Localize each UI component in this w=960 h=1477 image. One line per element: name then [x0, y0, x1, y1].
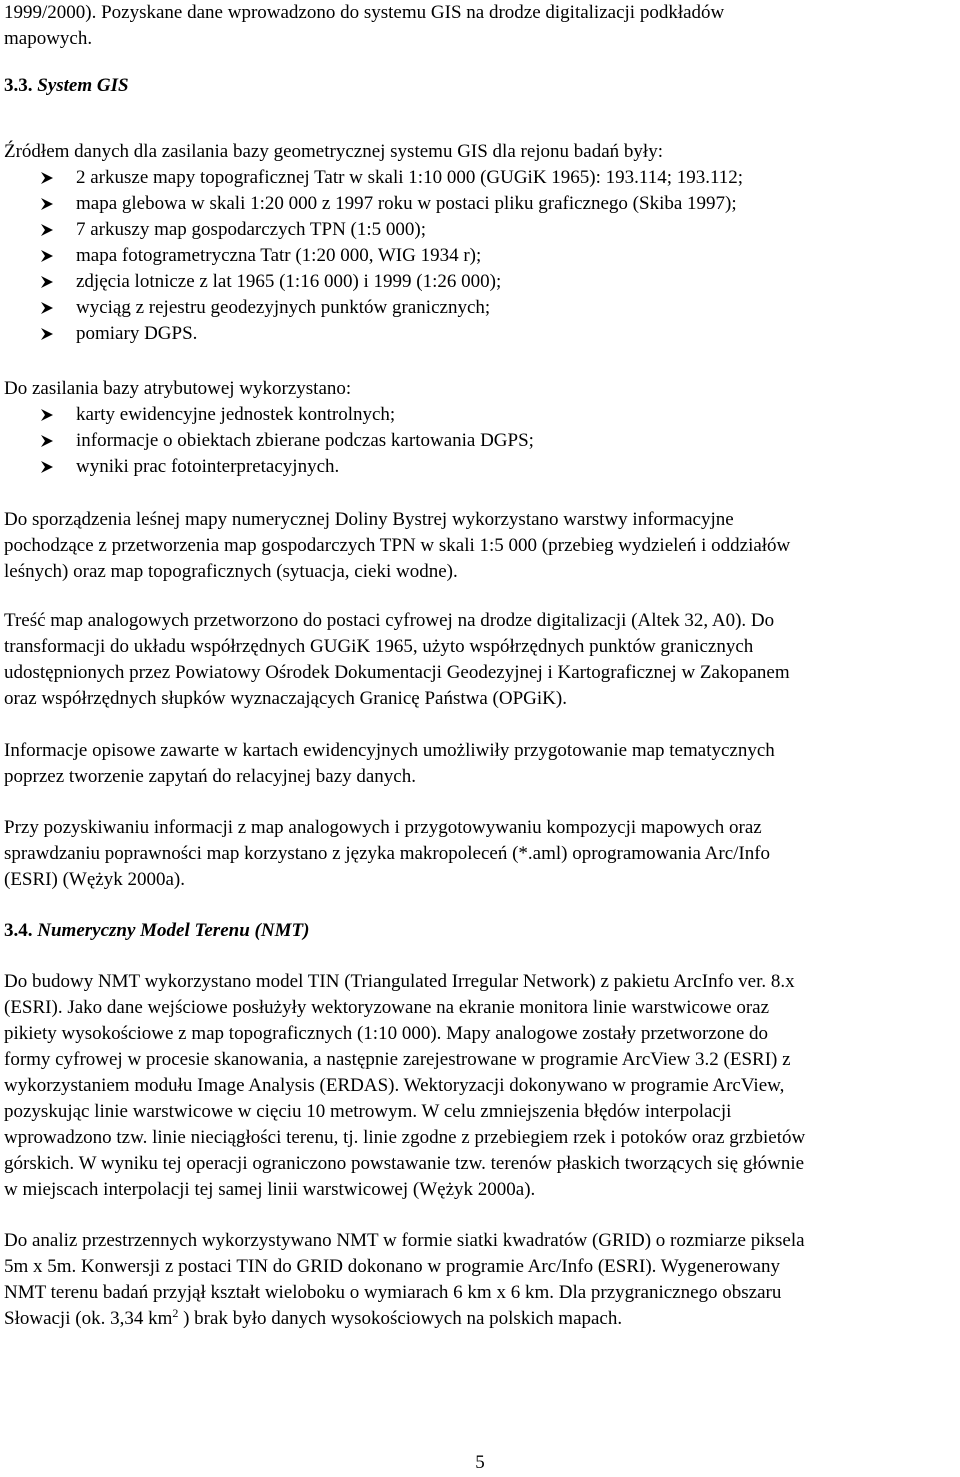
- list-item: 7 arkuszy map gospodarczych TPN (1:5 000);: [4, 217, 956, 243]
- text-line: mapowych.: [4, 28, 93, 49]
- list-item: wyciąg z rejestru geodezyjnych punktów granicznych;: [4, 295, 956, 321]
- section-title: System GIS: [37, 75, 129, 96]
- list-item: pomiary DGPS.: [4, 321, 956, 347]
- arrow-bullet-icon: [40, 301, 54, 315]
- attribute-intro: Do zasilania bazy atrybutowej wykorzystano:: [4, 378, 352, 399]
- list-item: karty ewidencyjne jednostek kontrolnych;: [4, 402, 956, 428]
- list-item: 2 arkusze mapy topograficznej Tatr w skali 1:10 000 (GUGiK 1965): 193.114; 193.112;: [4, 165, 956, 191]
- paragraph-nmt: Do budowy NMT wykorzystano model TIN (Triangulated Irregular Network) z pakietu ArcInfo ver. 8.x (ESRI). Jako dane wejściowe posłużyły wektoryzowane na ekranie monitora linie warstwicowe oraz pikiety wysokościowe z map topograficznych (1:10 000). Mapy analogowe zostały przetworzone do formy cyfrowej w procesie skanowania, a następnie zarejestrowane w programie ArcView 3.2 (ESRI) z wykorzystaniem modułu Image Analysis (ERDAS). Wektoryzacji dokonywano w programie ArcView, pozyskując linie warstwicowe w cięciu 10 metrowym. W celu zmniejszenia błędów interpolacji wprowadzono tzw. linie nieciągłości terenu, tj. linie zgodne z przebiegiem rzek i potoków oraz grzbietów górskich. W wyniku tej operacji ograniczono powstawanie tzw. terenów płaskich tworzących się głównie w miejscach interpolacji tej samej linii warstwicowej (Wężyk 2000a).: [4, 971, 806, 1200]
- paragraph-makropolecenia: Przy pozyskiwaniu informacji z map analogowych i przygotowywaniu kompozycji mapowych oraz sprawdzaniu poprawności map korzystano z języka makropoleceń (*.aml) oprogramowania Arc/Info (ESRI) (Wężyk 2000a).: [4, 817, 771, 890]
- list-item: wyniki prac fotointerpretacyjnych.: [4, 454, 956, 480]
- arrow-bullet-icon: [40, 275, 54, 289]
- text-line: 1999/2000). Pozyskane dane wprowadzono do systemu GIS na drodze digitalizacji podkładów: [4, 2, 725, 23]
- page-number: 5: [475, 1452, 485, 1473]
- paragraph-informacje-opisowe: Informacje opisowe zawarte w kartach ewidencyjnych umożliwiły przygotowanie map tematycznych poprzez tworzenie zapytań do relacyjnej bazy danych.: [4, 740, 775, 787]
- arrow-bullet-icon: [40, 249, 54, 263]
- paragraph-mapa-lesna: Do sporządzenia leśnej mapy numerycznej Doliny Bystrej wykorzystano warstwy informacyjne pochodzące z przetworzenia map gospodarczych TPN w skali 1:5 000 (przebieg wydzieleń i oddziałów leśnych) oraz map topograficznych (sytuacja, cieki wodne).: [4, 509, 791, 582]
- arrow-bullet-icon: [40, 408, 54, 422]
- attribute-sources-list: [4, 402, 956, 480]
- geometry-sources-list: [4, 165, 956, 347]
- arrow-bullet-icon: [40, 171, 54, 185]
- section-number: 3.4.: [4, 920, 33, 941]
- arrow-bullet-icon: [40, 197, 54, 211]
- section-heading-3-4: [4, 918, 309, 944]
- paragraph-digitalizacja: Treść map analogowych przetworzono do postaci cyfrowej na drodze digitalizacji (Altek 32, A0). Do transformacji do układu współrzędnych GUGiK 1965, użyto współrzędnych punktów granicznych udostępnionych przez Powiatowy Ośrodek Dokumentacji Geodezyjnej i Kartograficznej w Zakopanem oraz współrzędnych słupków wyznaczających Granicę Państwa (OPGiK).: [4, 610, 790, 709]
- list-item: mapa glebowa w skali 1:20 000 z 1997 roku w postaci pliku graficznego (Skiba 1997);: [4, 191, 956, 217]
- section-heading-3-3: [4, 73, 129, 99]
- superscript: 2: [172, 1306, 179, 1320]
- arrow-bullet-icon: [40, 434, 54, 448]
- intro-paragraph: [4, 0, 956, 52]
- arrow-bullet-icon: [40, 223, 54, 237]
- list-item: informacje o obiektach zbierane podczas kartowania DGPS;: [4, 428, 956, 454]
- section-number: 3.3.: [4, 75, 33, 96]
- arrow-bullet-icon: [40, 327, 54, 341]
- section-title: Numeryczny Model Terenu (NMT): [37, 920, 310, 941]
- sources-intro: Źródłem danych dla zasilania bazy geometrycznej systemu GIS dla rejonu badań były:: [4, 141, 663, 162]
- list-item: mapa fotogrametryczna Tatr (1:20 000, WIG 1934 r);: [4, 243, 956, 269]
- arrow-bullet-icon: [40, 460, 54, 474]
- list-item: zdjęcia lotnicze z lat 1965 (1:16 000) i 1999 (1:26 000);: [4, 269, 956, 295]
- paragraph-grid: Do analiz przestrzennych wykorzystywano NMT w formie siatki kwadratów (GRID) o rozmiarze piksela 5m x 5m. Konwersji z postaci TIN do GRID dokonano w programie Arc/Info (ESRI). Wygenerowany NMT terenu badań przyjął kształt wieloboku o wymiarach 6 km x 6 km. Dla przygranicznego obszaru Słowacji (ok. 3,34 $km^2$ ) brak było danych wysokościowych na polskich mapach.: [4, 1230, 805, 1329]
